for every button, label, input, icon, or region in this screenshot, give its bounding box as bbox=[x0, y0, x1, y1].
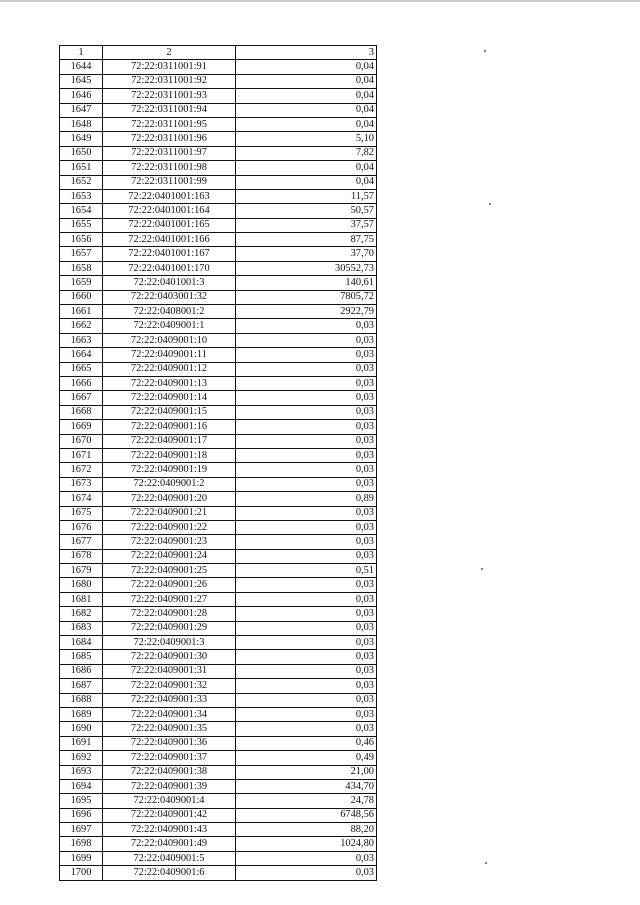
value-cell: 0,03 bbox=[236, 477, 377, 491]
row-number-cell: 1697 bbox=[60, 823, 103, 837]
value-cell: 0,89 bbox=[236, 492, 377, 506]
row-number-cell: 1645 bbox=[60, 74, 103, 88]
cadastral-number-cell: 72:22:0311001:98 bbox=[103, 161, 236, 175]
cadastral-number-cell: 72:22:0409001:43 bbox=[103, 823, 236, 837]
row-number-cell: 1657 bbox=[60, 247, 103, 261]
table-row bbox=[60, 837, 377, 851]
cadastral-number-cell: 72:22:0409001:31 bbox=[103, 664, 236, 678]
row-number-cell: 1678 bbox=[60, 549, 103, 563]
table-row bbox=[60, 477, 377, 491]
table-row bbox=[60, 60, 377, 74]
cadastral-number-cell: 72:22:0409001:1 bbox=[103, 319, 236, 333]
cadastral-number-cell: 72:22:0409001:37 bbox=[103, 751, 236, 765]
cadastral-value-table bbox=[59, 45, 377, 881]
value-cell: 0,03 bbox=[236, 348, 377, 362]
value-cell: 0,03 bbox=[236, 592, 377, 606]
row-number-cell: 1670 bbox=[60, 434, 103, 448]
table-row bbox=[60, 535, 377, 549]
table-row bbox=[60, 204, 377, 218]
cadastral-number-cell: 72:22:0409001:3 bbox=[103, 636, 236, 650]
value-cell: 0,03 bbox=[236, 535, 377, 549]
value-cell: 0,03 bbox=[236, 722, 377, 736]
row-number-cell: 1691 bbox=[60, 736, 103, 750]
row-number-cell: 1658 bbox=[60, 261, 103, 275]
cadastral-number-cell: 72:22:0409001:21 bbox=[103, 506, 236, 520]
table-row bbox=[60, 448, 377, 462]
row-number-cell: 1660 bbox=[60, 290, 103, 304]
cadastral-number-cell: 72:22:0311001:99 bbox=[103, 175, 236, 189]
table-row bbox=[60, 132, 377, 146]
cadastral-number-cell: 72:22:0311001:93 bbox=[103, 89, 236, 103]
row-number-cell: 1694 bbox=[60, 779, 103, 793]
table-row bbox=[60, 175, 377, 189]
value-cell: 0,03 bbox=[236, 866, 377, 880]
cadastral-number-cell: 72:22:0409001:19 bbox=[103, 463, 236, 477]
row-number-cell: 1651 bbox=[60, 161, 103, 175]
row-number-cell: 1684 bbox=[60, 636, 103, 650]
value-cell: 0,03 bbox=[236, 391, 377, 405]
table-row bbox=[60, 722, 377, 736]
table-header-row bbox=[60, 46, 377, 60]
table-body bbox=[60, 60, 377, 880]
cadastral-number-cell: 72:22:0409001:5 bbox=[103, 851, 236, 865]
cadastral-number-cell: 72:22:0409001:26 bbox=[103, 578, 236, 592]
table-row bbox=[60, 650, 377, 664]
cadastral-number-cell: 72:22:0311001:96 bbox=[103, 132, 236, 146]
row-number-cell: 1668 bbox=[60, 405, 103, 419]
row-number-cell: 1654 bbox=[60, 204, 103, 218]
cadastral-number-cell: 72:22:0311001:92 bbox=[103, 74, 236, 88]
table-row bbox=[60, 636, 377, 650]
cadastral-number-cell: 72:22:0409001:24 bbox=[103, 549, 236, 563]
value-cell: 30552,73 bbox=[236, 261, 377, 275]
cadastral-number-cell: 72:22:0401001:164 bbox=[103, 204, 236, 218]
table-row bbox=[60, 578, 377, 592]
column-header-1: 1 bbox=[60, 46, 103, 60]
table-row bbox=[60, 664, 377, 678]
row-number-cell: 1652 bbox=[60, 175, 103, 189]
cadastral-number-cell: 72:22:0311001:97 bbox=[103, 146, 236, 160]
cadastral-number-cell: 72:22:0409001:30 bbox=[103, 650, 236, 664]
row-number-cell: 1681 bbox=[60, 592, 103, 606]
table-row bbox=[60, 319, 377, 333]
row-number-cell: 1649 bbox=[60, 132, 103, 146]
cadastral-number-cell: 72:22:0409001:22 bbox=[103, 520, 236, 534]
row-number-cell: 1653 bbox=[60, 189, 103, 203]
value-cell: 0,03 bbox=[236, 434, 377, 448]
row-number-cell: 1673 bbox=[60, 477, 103, 491]
table-row bbox=[60, 434, 377, 448]
value-cell: 0,03 bbox=[236, 420, 377, 434]
cadastral-number-cell: 72:22:0401001:167 bbox=[103, 247, 236, 261]
cadastral-number-cell: 72:22:0409001:16 bbox=[103, 420, 236, 434]
cadastral-number-cell: 72:22:0409001:25 bbox=[103, 564, 236, 578]
table-row bbox=[60, 276, 377, 290]
row-number-cell: 1696 bbox=[60, 808, 103, 822]
table-row bbox=[60, 621, 377, 635]
row-number-cell: 1669 bbox=[60, 420, 103, 434]
row-number-cell: 1698 bbox=[60, 837, 103, 851]
value-cell: 0,03 bbox=[236, 405, 377, 419]
table-row bbox=[60, 117, 377, 131]
value-cell: 6748,56 bbox=[236, 808, 377, 822]
cadastral-number-cell: 72:22:0409001:20 bbox=[103, 492, 236, 506]
value-cell: 0,04 bbox=[236, 175, 377, 189]
value-cell: 0,04 bbox=[236, 161, 377, 175]
row-number-cell: 1677 bbox=[60, 535, 103, 549]
value-cell: 87,75 bbox=[236, 233, 377, 247]
row-number-cell: 1689 bbox=[60, 707, 103, 721]
value-cell: 0,03 bbox=[236, 607, 377, 621]
table-row bbox=[60, 290, 377, 304]
table-row bbox=[60, 161, 377, 175]
cadastral-number-cell: 72:22:0409001:17 bbox=[103, 434, 236, 448]
table-row bbox=[60, 391, 377, 405]
value-cell: 140,61 bbox=[236, 276, 377, 290]
cadastral-number-cell: 72:22:0409001:49 bbox=[103, 837, 236, 851]
row-number-cell: 1671 bbox=[60, 448, 103, 462]
cadastral-number-cell: 72:22:0409001:35 bbox=[103, 722, 236, 736]
table-row bbox=[60, 794, 377, 808]
row-number-cell: 1661 bbox=[60, 305, 103, 319]
table-row bbox=[60, 261, 377, 275]
value-cell: 0,04 bbox=[236, 89, 377, 103]
cadastral-number-cell: 72:22:0409001:23 bbox=[103, 535, 236, 549]
cadastral-number-cell: 72:22:0409001:11 bbox=[103, 348, 236, 362]
value-cell: 21,00 bbox=[236, 765, 377, 779]
row-number-cell: 1665 bbox=[60, 362, 103, 376]
table-row bbox=[60, 376, 377, 390]
value-cell: 0,03 bbox=[236, 376, 377, 390]
value-cell: 0,46 bbox=[236, 736, 377, 750]
row-number-cell: 1688 bbox=[60, 693, 103, 707]
table-row bbox=[60, 305, 377, 319]
row-number-cell: 1674 bbox=[60, 492, 103, 506]
value-cell: 434,70 bbox=[236, 779, 377, 793]
table-row bbox=[60, 103, 377, 117]
row-number-cell: 1685 bbox=[60, 650, 103, 664]
cadastral-number-cell: 72:22:0409001:6 bbox=[103, 866, 236, 880]
cadastral-number-cell: 72:22:0409001:4 bbox=[103, 794, 236, 808]
table-row bbox=[60, 333, 377, 347]
value-cell: 0,03 bbox=[236, 621, 377, 635]
row-number-cell: 1676 bbox=[60, 520, 103, 534]
value-cell: 88,20 bbox=[236, 823, 377, 837]
table-row bbox=[60, 751, 377, 765]
row-number-cell: 1659 bbox=[60, 276, 103, 290]
row-number-cell: 1687 bbox=[60, 679, 103, 693]
row-number-cell: 1664 bbox=[60, 348, 103, 362]
table-row bbox=[60, 866, 377, 880]
cadastral-number-cell: 72:22:0409001:15 bbox=[103, 405, 236, 419]
table-row bbox=[60, 679, 377, 693]
scan-speck bbox=[481, 568, 483, 570]
cadastral-number-cell: 72:22:0409001:18 bbox=[103, 448, 236, 462]
value-cell: 0,04 bbox=[236, 117, 377, 131]
value-cell: 0,03 bbox=[236, 693, 377, 707]
cadastral-number-cell: 72:22:0409001:2 bbox=[103, 477, 236, 491]
row-number-cell: 1686 bbox=[60, 664, 103, 678]
table-row bbox=[60, 348, 377, 362]
table-row bbox=[60, 492, 377, 506]
cadastral-number-cell: 72:22:0409001:14 bbox=[103, 391, 236, 405]
value-cell: 0,03 bbox=[236, 664, 377, 678]
value-cell: 7,82 bbox=[236, 146, 377, 160]
row-number-cell: 1646 bbox=[60, 89, 103, 103]
scan-speck bbox=[484, 50, 486, 52]
table-row bbox=[60, 707, 377, 721]
table-row bbox=[60, 808, 377, 822]
cadastral-number-cell: 72:22:0311001:91 bbox=[103, 60, 236, 74]
row-number-cell: 1700 bbox=[60, 866, 103, 880]
cadastral-number-cell: 72:22:0403001:32 bbox=[103, 290, 236, 304]
value-cell: 0,03 bbox=[236, 463, 377, 477]
row-number-cell: 1655 bbox=[60, 218, 103, 232]
value-cell: 0,03 bbox=[236, 679, 377, 693]
value-cell: 0,03 bbox=[236, 636, 377, 650]
row-number-cell: 1699 bbox=[60, 851, 103, 865]
table-row bbox=[60, 506, 377, 520]
row-number-cell: 1656 bbox=[60, 233, 103, 247]
table-row bbox=[60, 218, 377, 232]
row-number-cell: 1648 bbox=[60, 117, 103, 131]
cadastral-number-cell: 72:22:0409001:10 bbox=[103, 333, 236, 347]
scan-speck bbox=[485, 862, 487, 864]
value-cell: 0,49 bbox=[236, 751, 377, 765]
cadastral-number-cell: 72:22:0409001:39 bbox=[103, 779, 236, 793]
value-cell: 0,03 bbox=[236, 549, 377, 563]
table-row bbox=[60, 564, 377, 578]
cadastral-number-cell: 72:22:0409001:28 bbox=[103, 607, 236, 621]
cadastral-number-cell: 72:22:0401001:163 bbox=[103, 189, 236, 203]
value-cell: 0,04 bbox=[236, 60, 377, 74]
row-number-cell: 1695 bbox=[60, 794, 103, 808]
value-cell: 7805,72 bbox=[236, 290, 377, 304]
value-cell: 2922,79 bbox=[236, 305, 377, 319]
table-row bbox=[60, 189, 377, 203]
value-cell: 0,03 bbox=[236, 707, 377, 721]
value-cell: 37,70 bbox=[236, 247, 377, 261]
cadastral-number-cell: 72:22:0409001:29 bbox=[103, 621, 236, 635]
value-cell: 5,10 bbox=[236, 132, 377, 146]
cadastral-number-cell: 72:22:0311001:95 bbox=[103, 117, 236, 131]
value-cell: 37,57 bbox=[236, 218, 377, 232]
value-cell: 0,03 bbox=[236, 578, 377, 592]
column-header-2: 2 bbox=[103, 46, 236, 60]
table-row bbox=[60, 549, 377, 563]
table-row bbox=[60, 765, 377, 779]
value-cell: 1024,80 bbox=[236, 837, 377, 851]
value-cell: 11,57 bbox=[236, 189, 377, 203]
scan-speck bbox=[489, 203, 491, 205]
table-row bbox=[60, 592, 377, 606]
cadastral-number-cell: 72:22:0401001:166 bbox=[103, 233, 236, 247]
row-number-cell: 1663 bbox=[60, 333, 103, 347]
table-row bbox=[60, 736, 377, 750]
cadastral-number-cell: 72:22:0409001:13 bbox=[103, 376, 236, 390]
table-row bbox=[60, 420, 377, 434]
value-cell: 0,03 bbox=[236, 851, 377, 865]
cadastral-number-cell: 72:22:0409001:12 bbox=[103, 362, 236, 376]
table-row bbox=[60, 823, 377, 837]
value-cell: 24,78 bbox=[236, 794, 377, 808]
table-row bbox=[60, 779, 377, 793]
table-row bbox=[60, 607, 377, 621]
value-cell: 50,57 bbox=[236, 204, 377, 218]
cadastral-number-cell: 72:22:0409001:38 bbox=[103, 765, 236, 779]
table-row bbox=[60, 405, 377, 419]
row-number-cell: 1650 bbox=[60, 146, 103, 160]
table-row bbox=[60, 247, 377, 261]
table-row bbox=[60, 463, 377, 477]
cadastral-number-cell: 72:22:0409001:42 bbox=[103, 808, 236, 822]
value-cell: 0,04 bbox=[236, 74, 377, 88]
column-header-3: 3 bbox=[236, 46, 377, 60]
value-cell: 0,04 bbox=[236, 103, 377, 117]
row-number-cell: 1680 bbox=[60, 578, 103, 592]
cadastral-number-cell: 72:22:0408001:2 bbox=[103, 305, 236, 319]
value-cell: 0,03 bbox=[236, 650, 377, 664]
value-cell: 0,03 bbox=[236, 333, 377, 347]
row-number-cell: 1679 bbox=[60, 564, 103, 578]
cadastral-number-cell: 72:22:0409001:33 bbox=[103, 693, 236, 707]
row-number-cell: 1647 bbox=[60, 103, 103, 117]
table-row bbox=[60, 851, 377, 865]
table-row bbox=[60, 693, 377, 707]
value-cell: 0,03 bbox=[236, 506, 377, 520]
row-number-cell: 1682 bbox=[60, 607, 103, 621]
cadastral-number-cell: 72:22:0401001:165 bbox=[103, 218, 236, 232]
row-number-cell: 1662 bbox=[60, 319, 103, 333]
cadastral-number-cell: 72:22:0409001:32 bbox=[103, 679, 236, 693]
value-cell: 0,03 bbox=[236, 319, 377, 333]
row-number-cell: 1690 bbox=[60, 722, 103, 736]
table-row bbox=[60, 233, 377, 247]
row-number-cell: 1672 bbox=[60, 463, 103, 477]
value-cell: 0,51 bbox=[236, 564, 377, 578]
table-row bbox=[60, 146, 377, 160]
scan-top-edge bbox=[0, 0, 640, 2]
row-number-cell: 1644 bbox=[60, 60, 103, 74]
value-cell: 0,03 bbox=[236, 362, 377, 376]
cadastral-number-cell: 72:22:0409001:34 bbox=[103, 707, 236, 721]
row-number-cell: 1693 bbox=[60, 765, 103, 779]
table-row bbox=[60, 89, 377, 103]
cadastral-number-cell: 72:22:0401001:3 bbox=[103, 276, 236, 290]
cadastral-number-cell: 72:22:0401001:170 bbox=[103, 261, 236, 275]
value-cell: 0,03 bbox=[236, 520, 377, 534]
table-row bbox=[60, 520, 377, 534]
cadastral-number-cell: 72:22:0409001:27 bbox=[103, 592, 236, 606]
row-number-cell: 1675 bbox=[60, 506, 103, 520]
row-number-cell: 1683 bbox=[60, 621, 103, 635]
cadastral-number-cell: 72:22:0311001:94 bbox=[103, 103, 236, 117]
row-number-cell: 1666 bbox=[60, 376, 103, 390]
row-number-cell: 1692 bbox=[60, 751, 103, 765]
value-cell: 0,03 bbox=[236, 448, 377, 462]
cadastral-number-cell: 72:22:0409001:36 bbox=[103, 736, 236, 750]
table-row bbox=[60, 362, 377, 376]
table-row bbox=[60, 74, 377, 88]
row-number-cell: 1667 bbox=[60, 391, 103, 405]
